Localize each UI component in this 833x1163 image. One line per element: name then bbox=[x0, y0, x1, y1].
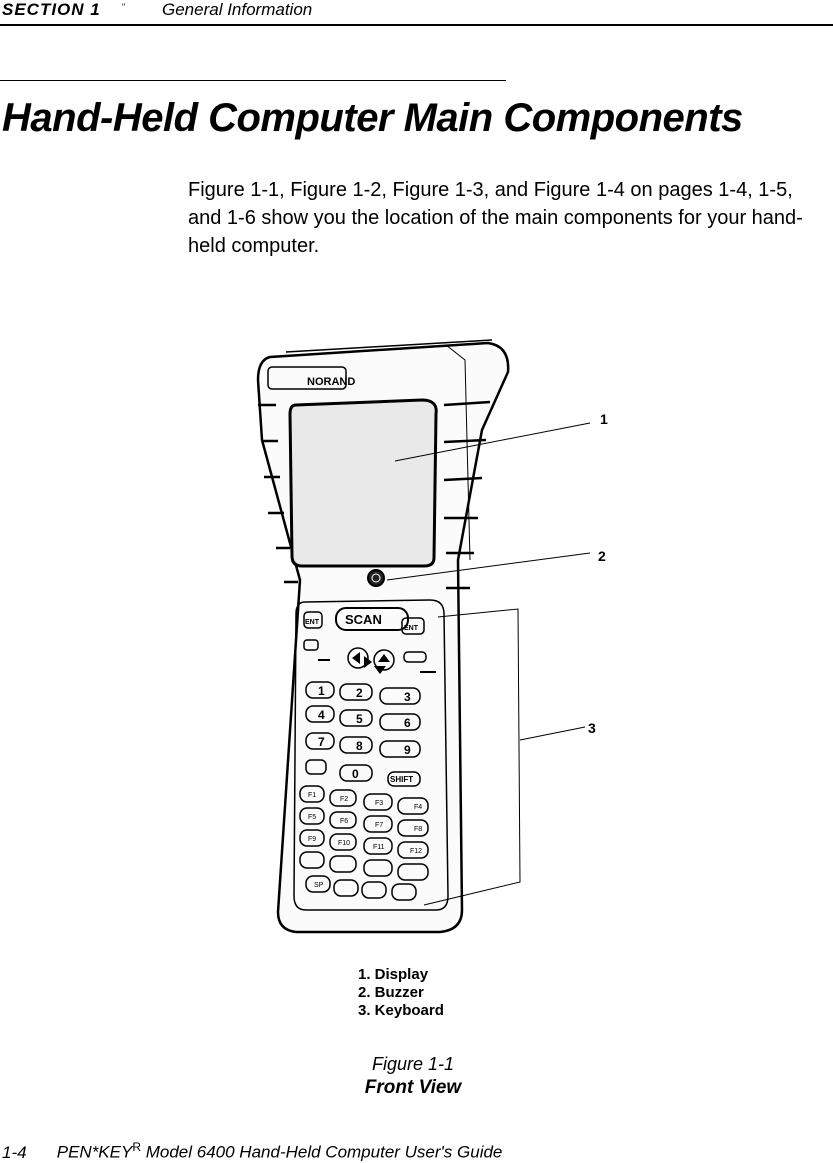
scan-key: SCAN bbox=[345, 612, 382, 627]
running-footer bbox=[2, 1140, 502, 1163]
key-f4: F4 bbox=[414, 804, 423, 811]
ent-key-right: ENT bbox=[404, 625, 418, 632]
key-f7: F7 bbox=[375, 822, 384, 829]
legend-item-keyboard: 3. Keyboard bbox=[358, 1002, 444, 1019]
key-sp: SP bbox=[314, 882, 324, 889]
key-f8: F8 bbox=[414, 826, 423, 833]
key-f1: F1 bbox=[308, 792, 317, 799]
key-f6: F6 bbox=[340, 818, 349, 825]
intro-paragraph: Figure 1-1, Figure 1-2, Figure 1-3, and Figure 1-4 on pages 1-4, 1-5, and 1-6 show you the location of the main components for your hand-held computer. bbox=[188, 179, 803, 257]
key-f3: F3 bbox=[375, 800, 384, 807]
header-separator: " bbox=[122, 2, 126, 12]
key-0: 0 bbox=[352, 767, 359, 781]
key-f9: F9 bbox=[308, 836, 317, 843]
ent-key-left: ENT bbox=[305, 619, 319, 626]
key-4: 4 bbox=[318, 708, 325, 722]
registered-mark: R bbox=[132, 1140, 141, 1154]
key-7: 7 bbox=[318, 735, 325, 749]
callout-1: 1 bbox=[600, 411, 608, 427]
brand-logo: NORAND bbox=[307, 376, 356, 388]
key-6: 6 bbox=[404, 716, 411, 730]
key-f10: F10 bbox=[338, 840, 351, 847]
key-1: 1 bbox=[318, 684, 325, 698]
page-title: Hand-Held Computer Main Components bbox=[2, 96, 743, 140]
key-5: 5 bbox=[356, 712, 363, 726]
figure-caption bbox=[358, 1054, 468, 1099]
key-f5: F5 bbox=[308, 814, 317, 821]
caption-number: Figure 1-1 bbox=[371, 1054, 455, 1074]
caption-title: Front View bbox=[364, 1077, 462, 1098]
shift-key: SHIFT bbox=[390, 775, 414, 784]
legend-item-buzzer: 2. Buzzer bbox=[358, 984, 424, 1001]
callout-2: 2 bbox=[598, 548, 606, 564]
key-2: 2 bbox=[356, 686, 363, 700]
legend-item-display: 1. Display bbox=[358, 966, 429, 983]
chapter-title: General Information bbox=[162, 0, 313, 19]
section-label: SECTION 1 bbox=[2, 0, 101, 19]
key-f12: F12 bbox=[410, 848, 423, 855]
product-name: PEN*KEY bbox=[56, 1142, 133, 1162]
figure-legend bbox=[358, 966, 444, 1020]
key-3: 3 bbox=[404, 690, 411, 704]
guide-title: Model 6400 Hand-Held Computer User's Guide bbox=[145, 1142, 503, 1162]
key-f11: F11 bbox=[373, 844, 385, 851]
key-9: 9 bbox=[404, 743, 411, 757]
key-f2: F2 bbox=[340, 796, 349, 803]
key-8: 8 bbox=[356, 739, 363, 753]
page-number: 1-4 bbox=[2, 1142, 27, 1162]
callout-3: 3 bbox=[588, 720, 596, 736]
